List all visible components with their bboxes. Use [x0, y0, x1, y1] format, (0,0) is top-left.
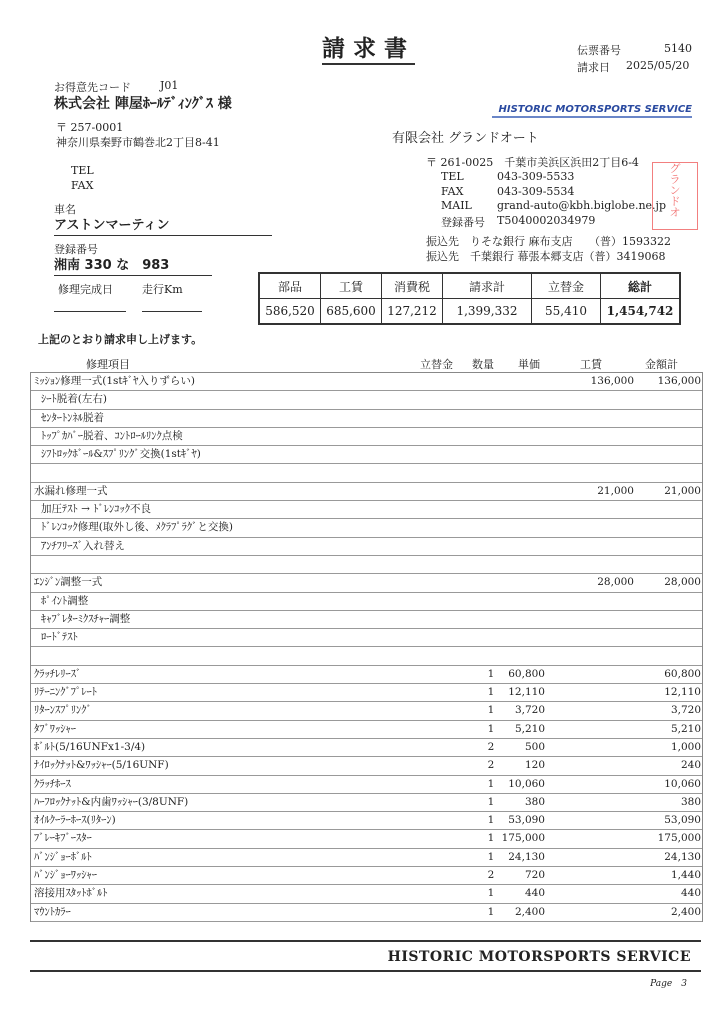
item-name: 溶接用ｽﾀｯﾄﾎﾞﾙﾄ — [34, 887, 108, 900]
customer-fax-label: FAX — [71, 179, 94, 192]
issuer-tel: 043-309-5533 — [497, 170, 575, 183]
table-row — [31, 904, 702, 922]
item-name: ｸﾗｯﾁﾚﾘｰｽﾞ — [34, 667, 82, 680]
item-name: ｼﾌﾄﾛｯｸﾎﾞｰﾙ&ｽﾌﾟﾘﾝｸﾞ交換(1stｷﾞﾔ) — [41, 448, 201, 461]
table-row — [31, 885, 702, 903]
car-name-label: 車名 — [54, 203, 76, 216]
item-unit-price: 60,800 — [508, 667, 545, 680]
item-name: ﾎﾞﾙﾄ(5/16UNFx1-3/4) — [34, 740, 146, 753]
item-qty: 1 — [487, 777, 495, 790]
summary-grand-total: 1,454,742 — [601, 299, 681, 325]
col-header-item: 修理項目 — [86, 358, 130, 371]
table-row — [31, 391, 702, 409]
item-name: 水漏れ修理一式 — [34, 484, 108, 497]
slip-number: 5140 — [664, 42, 692, 55]
company-seal-stamp: グ ラ ン ド オ — [652, 162, 698, 230]
summary-header-grand-total: 総計 — [601, 273, 681, 299]
issuer-reg-label: 登録番号 — [441, 216, 485, 229]
item-name: ﾄﾞﾚﾝｺｯｸ修理(取外し後、ﾒｸﾗﾌﾟﾗｸﾞと交換) — [41, 521, 233, 534]
mileage-label: 走行Km — [142, 283, 183, 296]
item-name: ﾊﾞﾝｼﾞｮｰﾎﾞﾙﾄ — [34, 850, 92, 863]
brand-logo: HISTORIC MOTORSPORTS SERVICE — [492, 104, 692, 118]
item-qty: 2 — [487, 740, 495, 753]
page-number: Page 3 — [650, 979, 687, 989]
item-name: ﾏｳﾝﾄｶﾗｰ — [34, 905, 71, 918]
issuer-tel-label: TEL — [441, 170, 464, 183]
item-name: ｵｲﾙｸｰﾗｰﾎｰｽ(ﾘﾀｰﾝ) — [34, 814, 116, 827]
item-total: 1,000 — [670, 740, 701, 753]
item-qty: 1 — [487, 722, 495, 735]
item-name: ﾊﾞﾝｼﾞｮｰﾜｯｼｬｰ — [34, 869, 97, 882]
summary-tax: 127,212 — [382, 299, 443, 325]
item-name: ｴﾝｼﾞﾝ調整一式 — [34, 576, 103, 589]
item-total: 10,060 — [664, 777, 701, 790]
summary-billing: 1,399,332 — [443, 299, 532, 325]
intro-text: 上記のとおり請求申し上げます。 — [38, 333, 203, 346]
item-name: ｾﾝﾀｰﾄﾝﾈﾙ脱着 — [41, 411, 104, 424]
table-row — [31, 666, 702, 684]
item-name: ﾘﾀｰﾝｽﾌﾟﾘﾝｸﾞ — [34, 704, 92, 717]
completion-date-label: 修理完成日 — [58, 283, 113, 296]
summary-table — [258, 272, 681, 325]
item-name: ﾎﾟｲﾝﾄ調整 — [41, 594, 89, 607]
footer-brand: HISTORIC MOTORSPORTS SERVICE — [387, 949, 691, 965]
item-unit-price: 12,110 — [508, 686, 545, 699]
invoice-date: 2025/05/20 — [626, 59, 690, 72]
table-row — [31, 501, 702, 519]
summary-header-advance: 立替金 — [532, 273, 601, 299]
item-qty: 1 — [487, 832, 495, 845]
item-total: 175,000 — [657, 832, 701, 845]
items-table — [30, 372, 703, 922]
car-name: アストンマーティン — [54, 214, 272, 236]
item-total: 24,130 — [664, 850, 701, 863]
footer-bottom-rule — [30, 970, 701, 972]
table-row — [31, 519, 702, 537]
item-qty: 1 — [487, 850, 495, 863]
issuer-fax: 043-309-5534 — [497, 185, 575, 198]
registration-label: 登録番号 — [54, 243, 98, 256]
item-unit-price: 5,210 — [514, 722, 545, 735]
table-row — [31, 483, 702, 501]
item-qty: 2 — [487, 869, 495, 882]
footer-top-rule — [30, 940, 701, 942]
table-row — [31, 446, 702, 464]
issuer-mail-label: MAIL — [441, 199, 472, 212]
item-qty: 1 — [487, 905, 495, 918]
table-row — [31, 757, 702, 775]
table-row — [31, 702, 702, 720]
item-name: ﾀﾌﾞﾜｯｼｬｰ — [34, 722, 76, 735]
item-total: 28,000 — [664, 576, 701, 589]
item-name: ｼｰﾄ脱着(左右) — [41, 393, 107, 406]
item-total: 12,110 — [664, 686, 701, 699]
bank-account-1: 振込先 りそな銀行 麻布支店 （普）1593322 — [426, 235, 671, 248]
item-unit-price: 2,400 — [514, 905, 545, 918]
slip-label: 伝票番号 — [577, 44, 621, 57]
item-unit-price: 500 — [524, 740, 545, 753]
item-unit-price: 53,090 — [508, 814, 545, 827]
table-row — [31, 830, 702, 848]
item-unit-price: 380 — [524, 795, 545, 808]
summary-header-billing: 請求計 — [443, 273, 532, 299]
table-row — [31, 593, 702, 611]
mileage-line — [142, 311, 202, 312]
col-header-advance: 立替金 — [420, 358, 453, 371]
item-total: 240 — [680, 759, 701, 772]
summary-header-tax: 消費税 — [382, 273, 443, 299]
item-name: ｷｬﾌﾞﾚﾀｰﾐｸｽﾁｬｰ調整 — [41, 612, 131, 625]
bank-account-2: 振込先 千葉銀行 幕張本郷支店（普）3419068 — [426, 250, 666, 263]
issuer-fax-label: FAX — [441, 185, 464, 198]
item-name: ﾘﾃｰﾆﾝｸﾞﾌﾟﾚｰﾄ — [34, 686, 97, 699]
table-row — [31, 721, 702, 739]
summary-header-parts: 部品 — [259, 273, 321, 299]
item-total: 1,440 — [670, 869, 701, 882]
item-total: 60,800 — [664, 667, 701, 680]
table-row — [31, 849, 702, 867]
customer-tel-label: TEL — [71, 164, 94, 177]
item-labor: 136,000 — [590, 375, 634, 387]
table-row — [31, 372, 702, 391]
table-row — [31, 538, 702, 556]
item-name: ﾅｲﾛｯｸﾅｯﾄ&ﾜｯｼｬｰ(5/16UNF) — [34, 759, 169, 772]
item-total: 21,000 — [664, 484, 701, 497]
date-label: 請求日 — [577, 61, 610, 74]
table-row — [31, 611, 702, 629]
item-unit-price: 10,060 — [508, 777, 545, 790]
customer-address: 神奈川県秦野市鶴巻北2丁目8-41 — [56, 136, 220, 149]
document-title: 請求書 — [322, 36, 415, 65]
issuer-reg: T5040002034979 — [497, 214, 596, 227]
item-total: 2,400 — [670, 905, 701, 918]
registration-number: 湘南 330 な 983 — [54, 254, 212, 276]
table-row — [31, 428, 702, 446]
summary-labor: 685,600 — [321, 299, 382, 325]
table-row — [31, 629, 702, 647]
item-name: 加圧ﾃｽﾄ → ﾄﾞﾚﾝｺｯｸ不良 — [41, 503, 151, 516]
table-row — [31, 776, 702, 794]
customer-name: 株式会社 陣屋ﾎｰﾙﾃﾞｨﾝｸﾞｽ 様 — [54, 96, 232, 112]
item-unit-price: 120 — [524, 759, 545, 772]
item-total: 440 — [680, 887, 701, 900]
item-unit-price: 175,000 — [501, 832, 545, 845]
table-row — [31, 410, 702, 428]
item-labor: 21,000 — [597, 484, 634, 497]
issuer-address: 〒 261-0025 千葉市美浜区浜田2丁目6-4 — [426, 156, 639, 169]
item-qty: 1 — [487, 795, 495, 808]
customer-code-label: お得意先コード — [54, 81, 131, 94]
table-row — [31, 684, 702, 702]
item-name: ﾊｰﾌﾛｯｸﾅｯﾄ&内歯ﾜｯｼｬｰ(3/8UNF) — [34, 795, 189, 808]
item-qty: 1 — [487, 814, 495, 827]
item-qty: 2 — [487, 759, 495, 772]
item-total: 380 — [680, 795, 701, 808]
col-header-qty: 数量 — [472, 358, 494, 371]
col-header-labor: 工賃 — [580, 358, 602, 371]
table-row — [31, 812, 702, 830]
table-row — [31, 739, 702, 757]
table-row — [31, 647, 702, 665]
summary-advance: 55,410 — [532, 299, 601, 325]
item-unit-price: 24,130 — [508, 850, 545, 863]
issuer-mail: grand-auto@kbh.biglobe.ne.jp — [497, 199, 667, 212]
customer-code: J01 — [160, 79, 179, 92]
item-total: 3,720 — [670, 704, 701, 717]
item-unit-price: 440 — [524, 887, 545, 900]
item-name: ｸﾗｯﾁﾎｰｽ — [34, 777, 71, 790]
customer-postal: 〒 257-0001 — [56, 121, 124, 134]
item-total: 53,090 — [664, 814, 701, 827]
col-header-total: 金額計 — [645, 358, 678, 371]
item-unit-price: 3,720 — [514, 704, 545, 717]
item-name: ﾛｰﾄﾞﾃｽﾄ — [41, 631, 78, 644]
table-row — [31, 867, 702, 885]
item-name: ﾐｯｼｮﾝ修理一式(1stｷﾞﾔ入りずらい) — [34, 375, 195, 387]
item-qty: 1 — [487, 686, 495, 699]
item-unit-price: 720 — [524, 869, 545, 882]
table-row — [31, 556, 702, 574]
table-row — [31, 794, 702, 812]
item-qty: 1 — [487, 887, 495, 900]
issuer-name: 有限会社 グランドオート — [392, 131, 539, 146]
item-total: 5,210 — [670, 722, 701, 735]
item-qty: 1 — [487, 704, 495, 717]
item-qty: 1 — [487, 667, 495, 680]
summary-header-labor: 工賃 — [321, 273, 382, 299]
completion-date-line — [54, 311, 126, 312]
item-name: ﾄｯﾌﾟｶﾊﾞｰ脱着、ｺﾝﾄﾛｰﾙﾘﾝｸ点検 — [41, 429, 183, 442]
summary-parts: 586,520 — [259, 299, 321, 325]
item-name: ｱﾝﾁﾌﾘｰｽﾞ入れ替え — [41, 539, 125, 552]
item-name: ﾌﾞﾚｰｷﾌﾞｰｽﾀｰ — [34, 832, 92, 845]
item-total: 136,000 — [657, 375, 701, 387]
table-row — [31, 464, 702, 482]
item-labor: 28,000 — [597, 576, 634, 589]
col-header-unit-price: 単価 — [518, 358, 540, 371]
table-row — [31, 574, 702, 592]
